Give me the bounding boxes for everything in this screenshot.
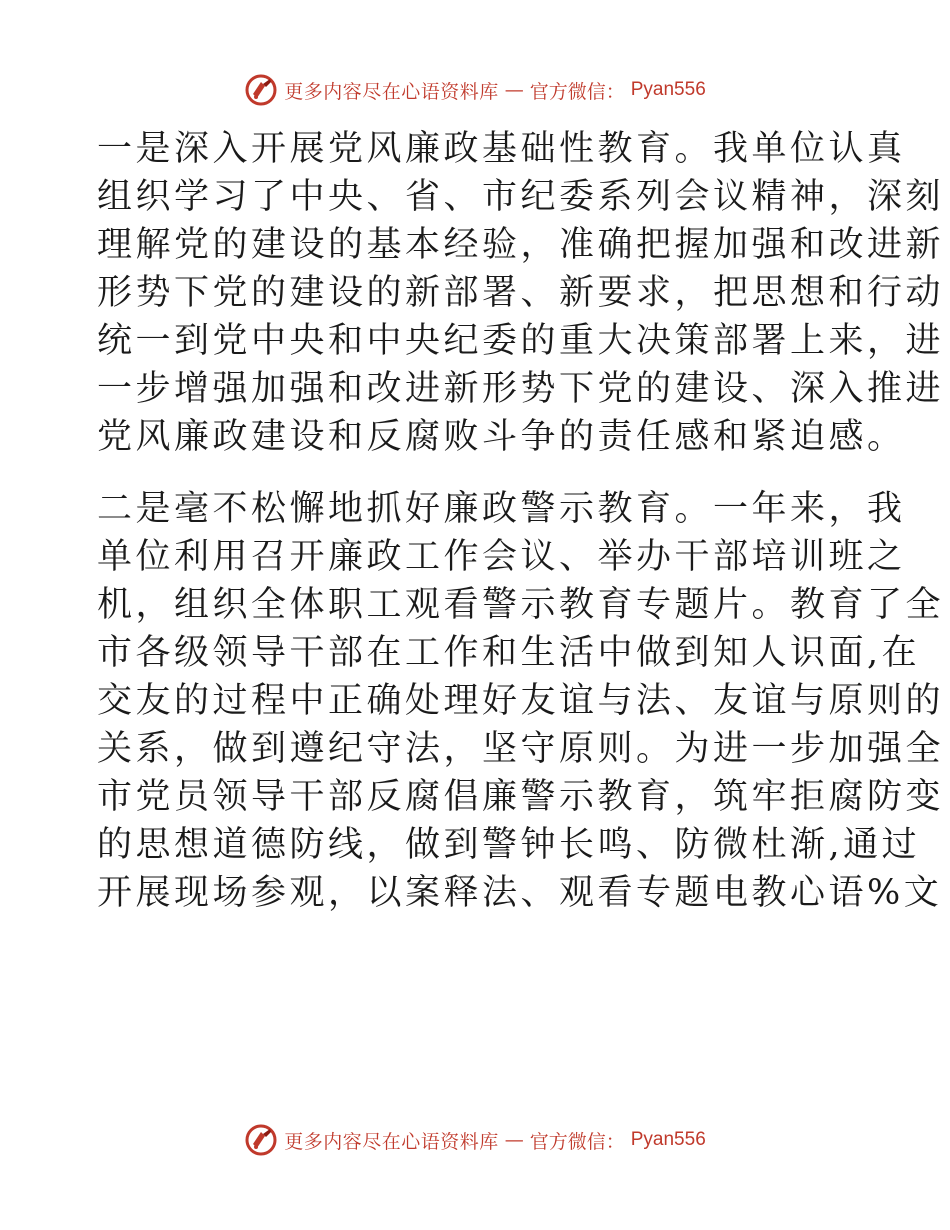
footer-banner-title: 更多内容尽在心语资料库	[284, 1130, 499, 1153]
text-line: 党风廉政建设和反腐败斗争的责任感和紧迫感。	[97, 417, 906, 457]
text-line: 二是毫不松懈地抓好廉政警示教育。一年来，我	[97, 489, 906, 529]
text-line: 一步增强加强和改进新形势下党的建设、深入推进	[97, 369, 945, 409]
paragraph-1	[97, 125, 945, 461]
brand-logo-icon	[244, 1123, 278, 1157]
paragraph-spacer	[97, 461, 857, 485]
document-body	[97, 125, 945, 917]
header-wechat-id: Pyan556	[630, 79, 706, 100]
footer-banner-separator: —	[504, 1129, 524, 1151]
header-banner-separator: —	[504, 79, 524, 101]
header-banner	[0, 70, 950, 110]
header-banner-title: 更多内容尽在心语资料库	[284, 80, 499, 103]
footer-banner	[0, 1120, 950, 1160]
header-banner-subtitle: 官方微信：	[529, 80, 625, 103]
paragraph-2	[97, 485, 945, 917]
footer-wechat-id: Pyan556	[630, 1129, 706, 1150]
text-line: 交友的过程中正确处理好友谊与法、友谊与原则的	[97, 681, 945, 721]
text-line: 的思想道德防线，做到警钟长鸣、防微杜渐,通过	[97, 825, 921, 865]
text-line: 机，组织全体职工观看警示教育专题片。教育了全	[97, 585, 945, 625]
text-line: 一是深入开展党风廉政基础性教育。我单位认真	[97, 129, 906, 169]
text-line: 开展现场参观，以案释法、观看专题电教心语%文	[97, 873, 943, 913]
text-line: 形势下党的建设的新部署、新要求，把思想和行动	[97, 273, 945, 313]
text-line: 单位利用召开廉政工作会议、举办干部培训班之	[97, 537, 906, 577]
footer-banner-subtitle: 官方微信：	[529, 1130, 625, 1153]
text-line: 组织学习了中央、省、市纪委系列会议精神，深刻	[97, 177, 945, 217]
text-line: 统一到党中央和中央纪委的重大决策部署上来，进	[97, 321, 945, 361]
text-line: 关系，做到遵纪守法，坚守原则。为进一步加强全	[97, 729, 945, 769]
text-line: 理解党的建设的基本经验，准确把握加强和改进新	[97, 225, 945, 265]
brand-logo-icon	[244, 73, 278, 107]
text-line: 市党员领导干部反腐倡廉警示教育，筑牢拒腐防变	[97, 777, 945, 817]
text-line: 市各级领导干部在工作和生活中做到知人识面,在	[97, 633, 921, 673]
